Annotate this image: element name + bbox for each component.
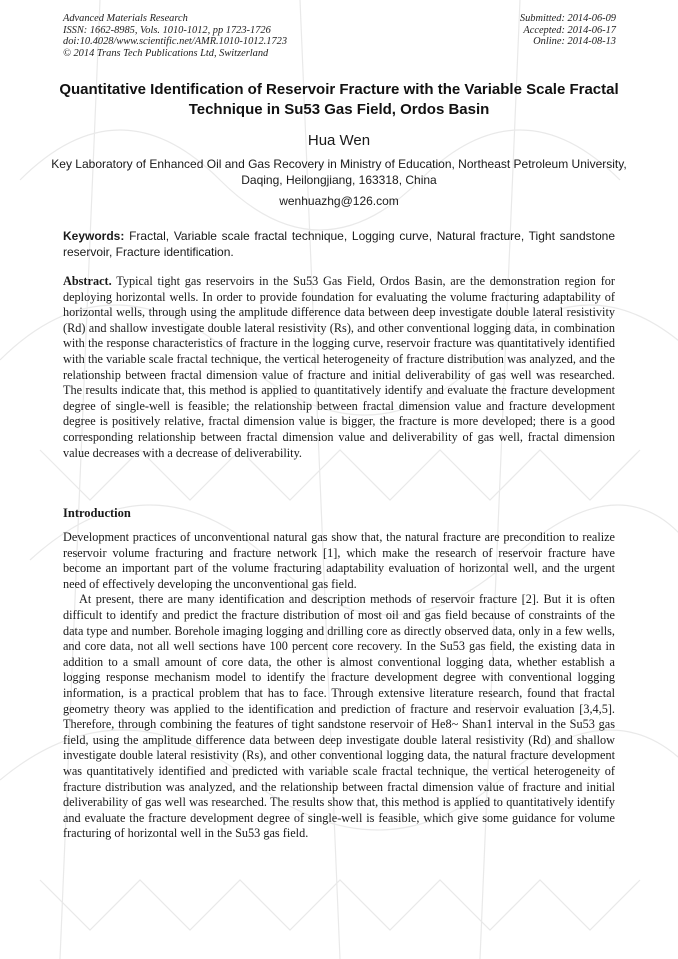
journal-info <box>63 13 287 59</box>
publication-dates <box>520 13 616 48</box>
introduction-body <box>63 530 615 842</box>
online-date: Online: 2014-08-13 <box>533 36 616 48</box>
submitted-date: Submitted: 2014-06-09 <box>519 13 616 24</box>
author-affiliation: Key Laboratory of Enhanced Oil and Gas Recovery in Ministry of Education, Northeast Petroleum University, Daqing, Heilongjiang, 163318, China <box>51 157 627 187</box>
author-email: wenhuazhg@126.com <box>279 194 399 208</box>
keywords-label: Keywords: <box>63 229 125 243</box>
keywords-section <box>63 229 615 260</box>
journal-name: Advanced Materials Research <box>63 13 188 24</box>
journal-doi: doi:10.4028/www.scientific.net/AMR.1010-1012.1723 <box>63 36 288 48</box>
abstract-label: Abstract. <box>63 274 112 288</box>
journal-copyright: © 2014 Trans Tech Publications Ltd, Switzerland <box>63 47 269 59</box>
introduction-heading: Introduction <box>63 506 131 520</box>
paper-author: Hua Wen <box>307 132 371 149</box>
abstract-text: Typical tight gas reservoirs in the Su53 Gas Field, Ordos Basin, are the demonstration region for deploying horizontal wells. In order to provide foundation for evaluating the volume fracturing adaptability of horizontal wells, through using the amplitude difference data between deep investigate double lateral resistivity (Rd) and shallow investigate double lateral resistivity (Rs), and other conventional logging data, in combination with the response characteristics of fracture in the logging curve, reservoir fracture was quantitatively identified with the variable scale fractal technique, the vertical heterogeneity of fracture distribution was analyzed, and the relationship between fractal dimension value of fracture and initial deliverability of gas well was researched. The results indicate that, this method is applied to quantitatively identify and evaluate the fracture development degree of single-well is feasible; the relationship between fractal dimension value and fracture development degree is positively relative, fractal dimension value is bigger, the fracture is more developed; there is a good corresponding relationship between fractal dimension value and deliverability of gas well, fractal dimension value decreases with a decrease of deliverability. <box>63 274 615 460</box>
accepted-date: Accepted: 2014-06-17 <box>523 24 616 36</box>
paper-title: Quantitative Identification of Reservoir Fracture with the Variable Scale Fractal Technique in Su53 Gas Field, Ordos Basin <box>59 81 619 118</box>
keywords-text: Fractal, Variable scale fractal technique, Logging curve, Natural fracture, Tight sandstone reservoir, Fracture identification. <box>63 229 616 259</box>
abstract-section <box>63 274 615 461</box>
journal-issn: ISSN: 1662-8985, Vols. 1010-1012, pp 1723-1726 <box>63 24 271 36</box>
intro-paragraph: At present, there are many identification and description methods of reservoir fracture [2]. But it is often difficult to identify and predict the fracture distribution of most oil and gas field because of constraints of the data type and number. Borehole imaging logging and drilling core as directly observed data, only in a few wells, and core data, not all well sections have 100 percent core recovery. In the Su53 gas field, the existing data in addition to a small amount of core data, the other is almost conventional logging data, whether establish a logging response mechanism model to identify the fracture development degree with conventional logging information, is a practical problem that has to face. Through extensive literature research, found that fractal geometry theory was applied to the identification and prediction of fracture and reservoir evaluation [3,4,5]. Therefore, through combining the features of tight sandstone reservoir of He8~ Shan1 interval in the Su53 gas field, using the amplitude difference data between deep investigate double lateral resistivity (Rd) and shallow investigate double lateral resistivity (Rs), and other conventional logging data, the natural fracture development was quantitatively identified and predicted with variable scale fractal technique, the vertical heterogeneity of fracture distribution was analyzed, and the relationship between fractal dimension value of fracture and initial deliverability of gas well was researched. The results show that, this method is applied to quantitatively identify and evaluate the fracture development degree of single-well is feasible, which give some guidance for volume fracturing of horizontal well in the Su53 gas field. <box>63 592 615 841</box>
intro-paragraph: Development practices of unconventional natural gas show that, the natural fracture are precondition to realize reservoir volume fracturing and fracture network [1], which make the research of reservoir fracture have become an important part of the volume fracturing adaptability evaluation of horizontal well, and the urgent need of effectively developing the unconventional gas field. <box>63 530 615 591</box>
